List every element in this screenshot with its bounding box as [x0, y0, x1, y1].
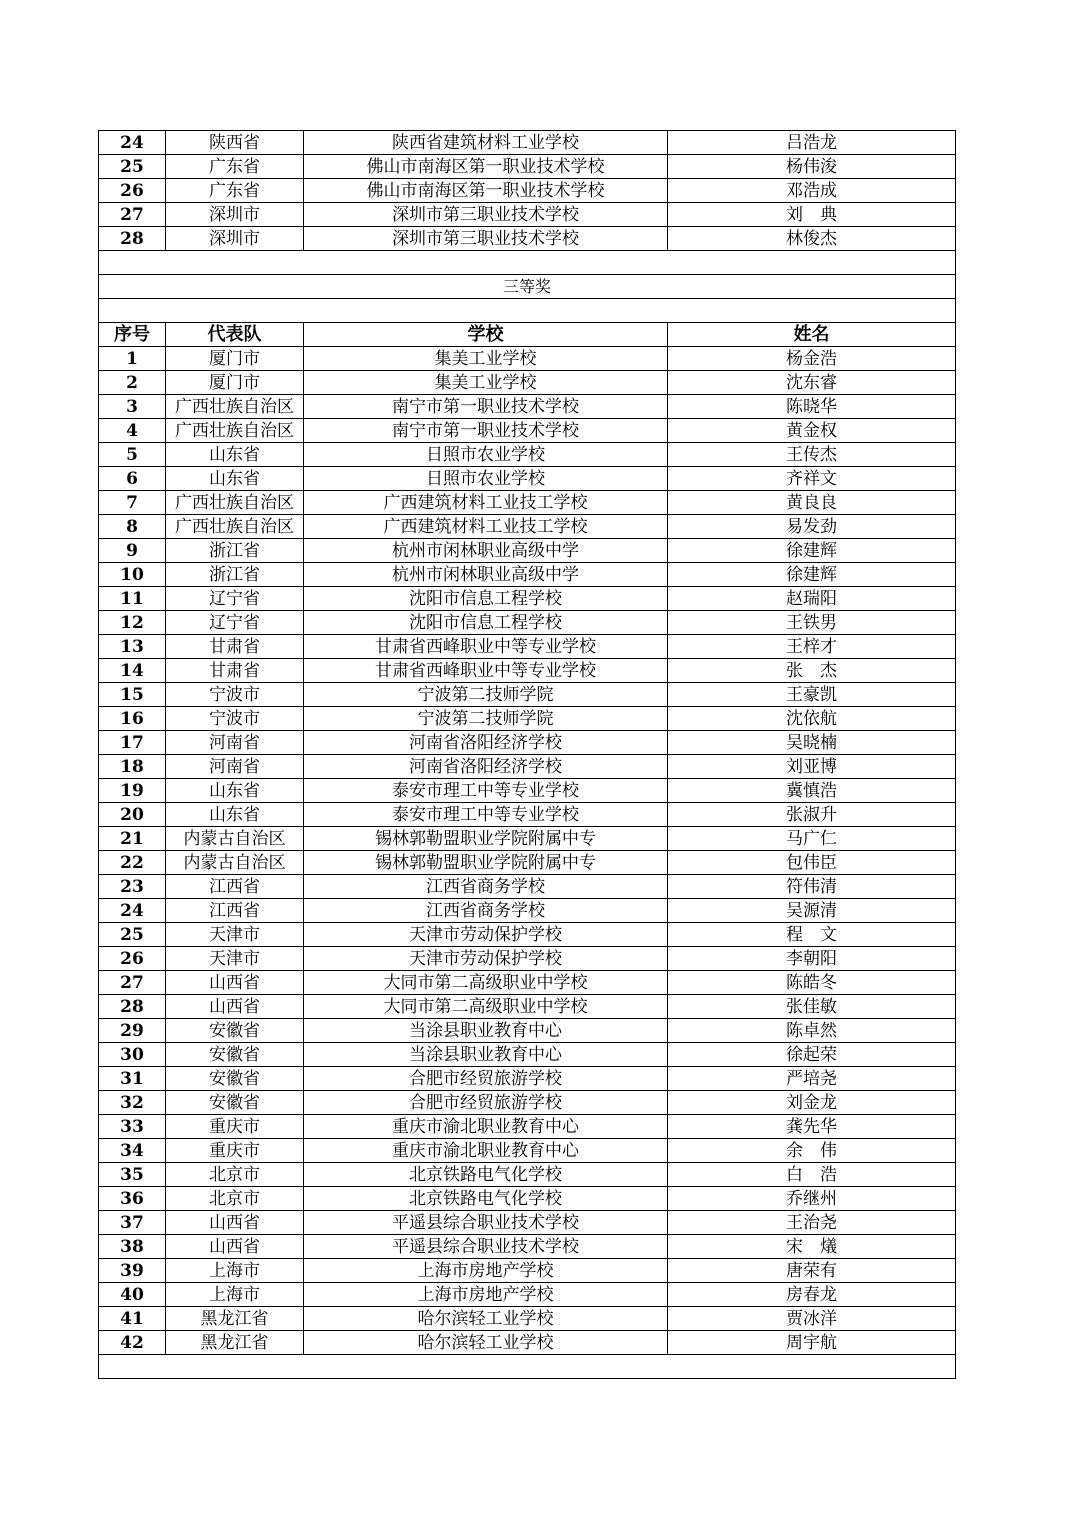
table-row — [99, 371, 956, 395]
cell-name: 易发劲 — [668, 515, 956, 539]
table-row — [99, 467, 956, 491]
cell-team: 甘肃省 — [166, 635, 304, 659]
cell-name: 张 杰 — [668, 659, 956, 683]
cell-team: 广西壮族自治区 — [166, 515, 304, 539]
cell-name: 刘金龙 — [668, 1091, 956, 1115]
cell-no: 28 — [99, 227, 166, 251]
cell-school: 集美工业学校 — [304, 347, 668, 371]
cell-no: 24 — [99, 899, 166, 923]
cell-team: 上海市 — [166, 1283, 304, 1307]
cell-name: 陈皓冬 — [668, 971, 956, 995]
cell-no: 3 — [99, 395, 166, 419]
table-row — [99, 1283, 956, 1307]
cell-school: 当涂县职业教育中心 — [304, 1043, 668, 1067]
cell-name: 陈卓然 — [668, 1019, 956, 1043]
blank-row — [99, 1355, 956, 1379]
cell-name: 周宇航 — [668, 1331, 956, 1355]
cell-name: 白 浩 — [668, 1163, 956, 1187]
third-prize-rows — [99, 347, 956, 1355]
cell-no: 26 — [99, 179, 166, 203]
section-title: 三等奖 — [99, 275, 956, 299]
cell-school: 天津市劳动保护学校 — [304, 923, 668, 947]
cell-team: 河南省 — [166, 731, 304, 755]
cell-school: 沈阳市信息工程学校 — [304, 587, 668, 611]
cell-name: 马广仁 — [668, 827, 956, 851]
cell-no: 16 — [99, 707, 166, 731]
cell-school: 广西建筑材料工业技工学校 — [304, 491, 668, 515]
cell-name: 乔继州 — [668, 1187, 956, 1211]
cell-no: 9 — [99, 539, 166, 563]
cell-name: 吴晓楠 — [668, 731, 956, 755]
cell-team: 安徽省 — [166, 1091, 304, 1115]
cell-name: 冀慎浩 — [668, 779, 956, 803]
cell-name: 王铁男 — [668, 611, 956, 635]
table-row — [99, 1043, 956, 1067]
cell-no: 15 — [99, 683, 166, 707]
cell-no: 2 — [99, 371, 166, 395]
cell-school: 当涂县职业教育中心 — [304, 1019, 668, 1043]
section-break — [99, 251, 956, 347]
cell-school: 泰安市理工中等专业学校 — [304, 779, 668, 803]
cell-name: 吕浩龙 — [668, 131, 956, 155]
cell-school: 锡林郭勒盟职业学院附属中专 — [304, 851, 668, 875]
cell-team: 上海市 — [166, 1259, 304, 1283]
table-row — [99, 155, 956, 179]
cell-name: 杨金浩 — [668, 347, 956, 371]
cell-school: 北京铁路电气化学校 — [304, 1163, 668, 1187]
cell-school: 佛山市南海区第一职业技术学校 — [304, 179, 668, 203]
table-row — [99, 1187, 956, 1211]
cell-no: 18 — [99, 755, 166, 779]
table-row — [99, 851, 956, 875]
cell-school: 南宁市第一职业技术学校 — [304, 419, 668, 443]
cell-name: 宋 燨 — [668, 1235, 956, 1259]
cell-school: 深圳市第三职业技术学校 — [304, 227, 668, 251]
table-row — [99, 1331, 956, 1355]
table-row — [99, 491, 956, 515]
cell-no: 27 — [99, 203, 166, 227]
cell-name: 房春龙 — [668, 1283, 956, 1307]
cell-school: 广西建筑材料工业技工学校 — [304, 515, 668, 539]
table-row — [99, 971, 956, 995]
table-row — [99, 1211, 956, 1235]
section-row — [99, 275, 956, 299]
cell-no: 8 — [99, 515, 166, 539]
cell-no: 12 — [99, 611, 166, 635]
table-row — [99, 539, 956, 563]
cell-school: 宁波第二技师学院 — [304, 683, 668, 707]
cell-team: 浙江省 — [166, 539, 304, 563]
table-row — [99, 947, 956, 971]
cell-school: 北京铁路电气化学校 — [304, 1187, 668, 1211]
cell-school: 合肥市经贸旅游学校 — [304, 1067, 668, 1091]
table-row — [99, 659, 956, 683]
cell-school: 甘肃省西峰职业中等专业学校 — [304, 659, 668, 683]
table-row — [99, 1235, 956, 1259]
table-row — [99, 131, 956, 155]
table-row — [99, 899, 956, 923]
table-row — [99, 779, 956, 803]
cell-no: 11 — [99, 587, 166, 611]
cell-school: 哈尔滨轻工业学校 — [304, 1331, 668, 1355]
cell-name: 林俊杰 — [668, 227, 956, 251]
table-row — [99, 563, 956, 587]
cell-name: 黄良良 — [668, 491, 956, 515]
cell-team: 重庆市 — [166, 1139, 304, 1163]
table-row — [99, 755, 956, 779]
table-row — [99, 731, 956, 755]
cell-team: 山西省 — [166, 995, 304, 1019]
blank-row — [99, 251, 956, 275]
cell-no: 32 — [99, 1091, 166, 1115]
cell-no: 31 — [99, 1067, 166, 1091]
cell-school: 合肥市经贸旅游学校 — [304, 1091, 668, 1115]
table-row — [99, 995, 956, 1019]
cell-no: 25 — [99, 155, 166, 179]
table-row — [99, 203, 956, 227]
table-row — [99, 227, 956, 251]
cell-team: 山西省 — [166, 971, 304, 995]
cell-name: 程 文 — [668, 923, 956, 947]
cell-no: 22 — [99, 851, 166, 875]
table-row — [99, 611, 956, 635]
table-row — [99, 1019, 956, 1043]
table-row — [99, 1259, 956, 1283]
cell-no: 1 — [99, 347, 166, 371]
cell-no: 28 — [99, 995, 166, 1019]
cell-team: 天津市 — [166, 947, 304, 971]
cell-school: 杭州市闲林职业高级中学 — [304, 539, 668, 563]
cell-no: 23 — [99, 875, 166, 899]
cell-team: 厦门市 — [166, 371, 304, 395]
cell-school: 杭州市闲林职业高级中学 — [304, 563, 668, 587]
table-row — [99, 515, 956, 539]
cell-school: 陕西省建筑材料工业学校 — [304, 131, 668, 155]
cell-no: 40 — [99, 1283, 166, 1307]
cell-team: 天津市 — [166, 923, 304, 947]
table-row — [99, 1163, 956, 1187]
cell-team: 广西壮族自治区 — [166, 491, 304, 515]
cell-no: 6 — [99, 467, 166, 491]
cell-school: 佛山市南海区第一职业技术学校 — [304, 155, 668, 179]
table-row — [99, 803, 956, 827]
cell-name: 包伟臣 — [668, 851, 956, 875]
cell-name: 唐荣有 — [668, 1259, 956, 1283]
cell-name: 齐祥文 — [668, 467, 956, 491]
blank-row — [99, 299, 956, 323]
cell-name: 沈东睿 — [668, 371, 956, 395]
cell-team: 黑龙江省 — [166, 1307, 304, 1331]
cell-team: 浙江省 — [166, 563, 304, 587]
table-row — [99, 587, 956, 611]
table-row — [99, 827, 956, 851]
cell-name: 余 伟 — [668, 1139, 956, 1163]
cell-school: 江西省商务学校 — [304, 875, 668, 899]
header-name: 姓名 — [668, 323, 956, 347]
cell-name: 张淑升 — [668, 803, 956, 827]
cell-no: 20 — [99, 803, 166, 827]
cell-team: 辽宁省 — [166, 587, 304, 611]
cell-team: 内蒙古自治区 — [166, 851, 304, 875]
cell-team: 甘肃省 — [166, 659, 304, 683]
cell-no: 36 — [99, 1187, 166, 1211]
cell-name: 徐建辉 — [668, 563, 956, 587]
cell-team: 陕西省 — [166, 131, 304, 155]
cell-team: 山东省 — [166, 443, 304, 467]
table-row — [99, 1091, 956, 1115]
cell-school: 平遥县综合职业技术学校 — [304, 1235, 668, 1259]
cell-name: 吴源清 — [668, 899, 956, 923]
cell-school: 重庆市渝北职业教育中心 — [304, 1139, 668, 1163]
cell-no: 7 — [99, 491, 166, 515]
cell-no: 17 — [99, 731, 166, 755]
cell-name: 徐起荣 — [668, 1043, 956, 1067]
cell-name: 贾冰洋 — [668, 1307, 956, 1331]
cell-name: 沈依航 — [668, 707, 956, 731]
cell-team: 北京市 — [166, 1163, 304, 1187]
cell-team: 北京市 — [166, 1187, 304, 1211]
cell-team: 厦门市 — [166, 347, 304, 371]
cell-name: 张佳敏 — [668, 995, 956, 1019]
cell-school: 日照市农业学校 — [304, 467, 668, 491]
cell-team: 广东省 — [166, 179, 304, 203]
cell-school: 哈尔滨轻工业学校 — [304, 1307, 668, 1331]
cell-team: 山东省 — [166, 803, 304, 827]
cell-no: 42 — [99, 1331, 166, 1355]
header-school: 学校 — [304, 323, 668, 347]
cell-name: 徐建辉 — [668, 539, 956, 563]
cell-no: 30 — [99, 1043, 166, 1067]
table-row — [99, 635, 956, 659]
cell-team: 广东省 — [166, 155, 304, 179]
cell-team: 山东省 — [166, 779, 304, 803]
table-row — [99, 707, 956, 731]
awards-table — [98, 130, 956, 1379]
cell-school: 日照市农业学校 — [304, 443, 668, 467]
cell-team: 宁波市 — [166, 683, 304, 707]
cell-team: 安徽省 — [166, 1019, 304, 1043]
cell-school: 河南省洛阳经济学校 — [304, 755, 668, 779]
cell-no: 39 — [99, 1259, 166, 1283]
cell-name: 赵瑞阳 — [668, 587, 956, 611]
cell-no: 27 — [99, 971, 166, 995]
cell-team: 安徽省 — [166, 1067, 304, 1091]
table-row — [99, 1139, 956, 1163]
cell-team: 安徽省 — [166, 1043, 304, 1067]
cell-name: 陈晓华 — [668, 395, 956, 419]
cell-name: 严培尧 — [668, 1067, 956, 1091]
cell-name: 王豪凯 — [668, 683, 956, 707]
cell-school: 深圳市第三职业技术学校 — [304, 203, 668, 227]
cell-name: 刘 典 — [668, 203, 956, 227]
cell-team: 广西壮族自治区 — [166, 395, 304, 419]
cell-team: 广西壮族自治区 — [166, 419, 304, 443]
table-row — [99, 875, 956, 899]
cell-no: 38 — [99, 1235, 166, 1259]
table-row — [99, 1115, 956, 1139]
cell-no: 5 — [99, 443, 166, 467]
cell-team: 山西省 — [166, 1211, 304, 1235]
table-footer — [99, 1355, 956, 1379]
table-row — [99, 1307, 956, 1331]
header-row — [99, 323, 956, 347]
cell-no: 26 — [99, 947, 166, 971]
cell-school: 沈阳市信息工程学校 — [304, 611, 668, 635]
cell-school: 锡林郭勒盟职业学院附属中专 — [304, 827, 668, 851]
table-row — [99, 419, 956, 443]
cell-school: 平遥县综合职业技术学校 — [304, 1211, 668, 1235]
cell-school: 南宁市第一职业技术学校 — [304, 395, 668, 419]
cell-school: 大同市第二高级职业中学校 — [304, 995, 668, 1019]
table-row — [99, 1067, 956, 1091]
cell-name: 邓浩成 — [668, 179, 956, 203]
cell-school: 上海市房地产学校 — [304, 1259, 668, 1283]
cell-no: 37 — [99, 1211, 166, 1235]
cell-team: 黑龙江省 — [166, 1331, 304, 1355]
cell-team: 山东省 — [166, 467, 304, 491]
cell-team: 宁波市 — [166, 707, 304, 731]
cell-team: 山西省 — [166, 1235, 304, 1259]
cell-no: 21 — [99, 827, 166, 851]
cell-school: 上海市房地产学校 — [304, 1283, 668, 1307]
cell-no: 14 — [99, 659, 166, 683]
cell-school: 河南省洛阳经济学校 — [304, 731, 668, 755]
cell-no: 19 — [99, 779, 166, 803]
cell-no: 25 — [99, 923, 166, 947]
cell-team: 深圳市 — [166, 227, 304, 251]
cell-school: 集美工业学校 — [304, 371, 668, 395]
second-prize-continuation — [99, 131, 956, 251]
cell-no: 41 — [99, 1307, 166, 1331]
cell-name: 符伟清 — [668, 875, 956, 899]
cell-name: 王梓才 — [668, 635, 956, 659]
cell-no: 13 — [99, 635, 166, 659]
table-row — [99, 347, 956, 371]
cell-school: 江西省商务学校 — [304, 899, 668, 923]
cell-team: 江西省 — [166, 875, 304, 899]
header-no: 序号 — [99, 323, 166, 347]
cell-name: 王治尧 — [668, 1211, 956, 1235]
header-team: 代表队 — [166, 323, 304, 347]
cell-no: 35 — [99, 1163, 166, 1187]
cell-school: 大同市第二高级职业中学校 — [304, 971, 668, 995]
cell-school: 天津市劳动保护学校 — [304, 947, 668, 971]
cell-team: 深圳市 — [166, 203, 304, 227]
cell-name: 王传杰 — [668, 443, 956, 467]
cell-name: 黄金权 — [668, 419, 956, 443]
cell-no: 4 — [99, 419, 166, 443]
cell-team: 江西省 — [166, 899, 304, 923]
cell-name: 龚先华 — [668, 1115, 956, 1139]
cell-no: 33 — [99, 1115, 166, 1139]
cell-team: 内蒙古自治区 — [166, 827, 304, 851]
table-row — [99, 443, 956, 467]
cell-no: 34 — [99, 1139, 166, 1163]
cell-no: 10 — [99, 563, 166, 587]
cell-no: 24 — [99, 131, 166, 155]
cell-no: 29 — [99, 1019, 166, 1043]
cell-team: 河南省 — [166, 755, 304, 779]
cell-team: 重庆市 — [166, 1115, 304, 1139]
cell-school: 重庆市渝北职业教育中心 — [304, 1115, 668, 1139]
cell-name: 李朝阳 — [668, 947, 956, 971]
cell-school: 甘肃省西峰职业中等专业学校 — [304, 635, 668, 659]
cell-name: 杨伟浚 — [668, 155, 956, 179]
table-row — [99, 683, 956, 707]
cell-team: 辽宁省 — [166, 611, 304, 635]
table-row — [99, 395, 956, 419]
cell-school: 宁波第二技师学院 — [304, 707, 668, 731]
table-row — [99, 923, 956, 947]
cell-school: 泰安市理工中等专业学校 — [304, 803, 668, 827]
cell-name: 刘亚博 — [668, 755, 956, 779]
table-row — [99, 179, 956, 203]
